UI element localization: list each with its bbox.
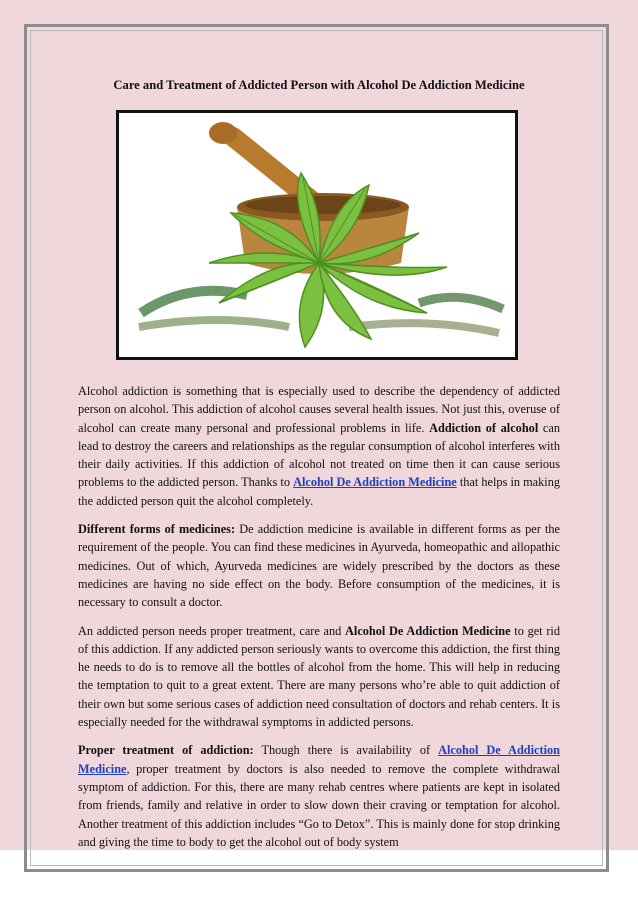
paragraph-treatment-care (78, 622, 560, 732)
alcohol-de-addiction-medicine-link[interactable]: Alcohol De Addiction Medicine (78, 743, 560, 776)
document-title: Care and Treatment of Addicted Person with Alcohol De Addiction Medicine (113, 78, 525, 92)
paragraph-text: An addicted person needs proper treatment, care and (78, 623, 346, 638)
mortar-pestle-herbs-illustration (119, 113, 515, 357)
article-body (78, 382, 560, 861)
paragraph-text: Though there is availability of (253, 743, 439, 758)
section-heading-inline: Different forms of medicines: (78, 522, 236, 537)
paragraph-different-forms (78, 520, 560, 611)
paragraph-intro (78, 382, 560, 510)
paragraph-text: Alcohol addiction is something that is especially used to describe the dependency of addicted person on alcohol. This addiction of alcohol causes several health issues. Not just this, overuse of alcohol can create many personal and professional problems in life. (78, 384, 560, 435)
bold-phrase: Alcohol De Addiction Medicine (345, 623, 511, 638)
section-heading-inline: Proper treatment of addiction: (78, 743, 254, 758)
paragraph-proper-treatment (78, 741, 560, 851)
paragraph-text: to get rid of this addiction. If any addicted person seriously wants to overcome this addiction, the first thing he needs to do is to remove all the bottles of alcohol from the home. This will help in reducing the temptation to quit to a great extent. There are many persons who’re able to quit addiction of their own but some serious cases of addiction need consultation of doctors and rehab centers. It is especially needed for the withdrawal symptoms in addicted persons. (78, 623, 560, 730)
alcohol-de-addiction-medicine-link[interactable]: Alcohol De Addiction Medicine (293, 475, 457, 490)
paragraph-text: , proper treatment by doctors is also needed to remove the complete withdrawal symptom of addiction. For this, there are many rehab centres where patients are kept in isolated from friends, family and relative in order to slow down their craving or temptation for alcohol. Another treatment of this addiction includes “Go to Detox”. This is mainly done for stop drinking and giving the time to body to get the alcohol out of body system (78, 761, 560, 849)
paragraph-text: that helps in making the addicted person quit the alcohol completely. (78, 475, 560, 508)
bold-phrase: Addiction of alcohol (429, 420, 539, 435)
paragraph-text: De addiction medicine is available in different forms as per the requirement of the people. You can find these medicines in Ayurveda, homeopathic and allopathic medicines. Out of which, Ayurveda medicines are widely prescribed by the doctors as these medicines are having no side effect on the body. Before consumption of the medicines, it is necessary to consult a doctor. (78, 522, 560, 610)
herbal-medicine-image (116, 110, 518, 360)
paragraph-text: can lead to destroy the careers and relationships as the regular consumption of alcohol interferes with their daily activities. If this addiction of alcohol not treated on time then it can cause serious problems to the addicted person. Thanks to (78, 420, 560, 490)
